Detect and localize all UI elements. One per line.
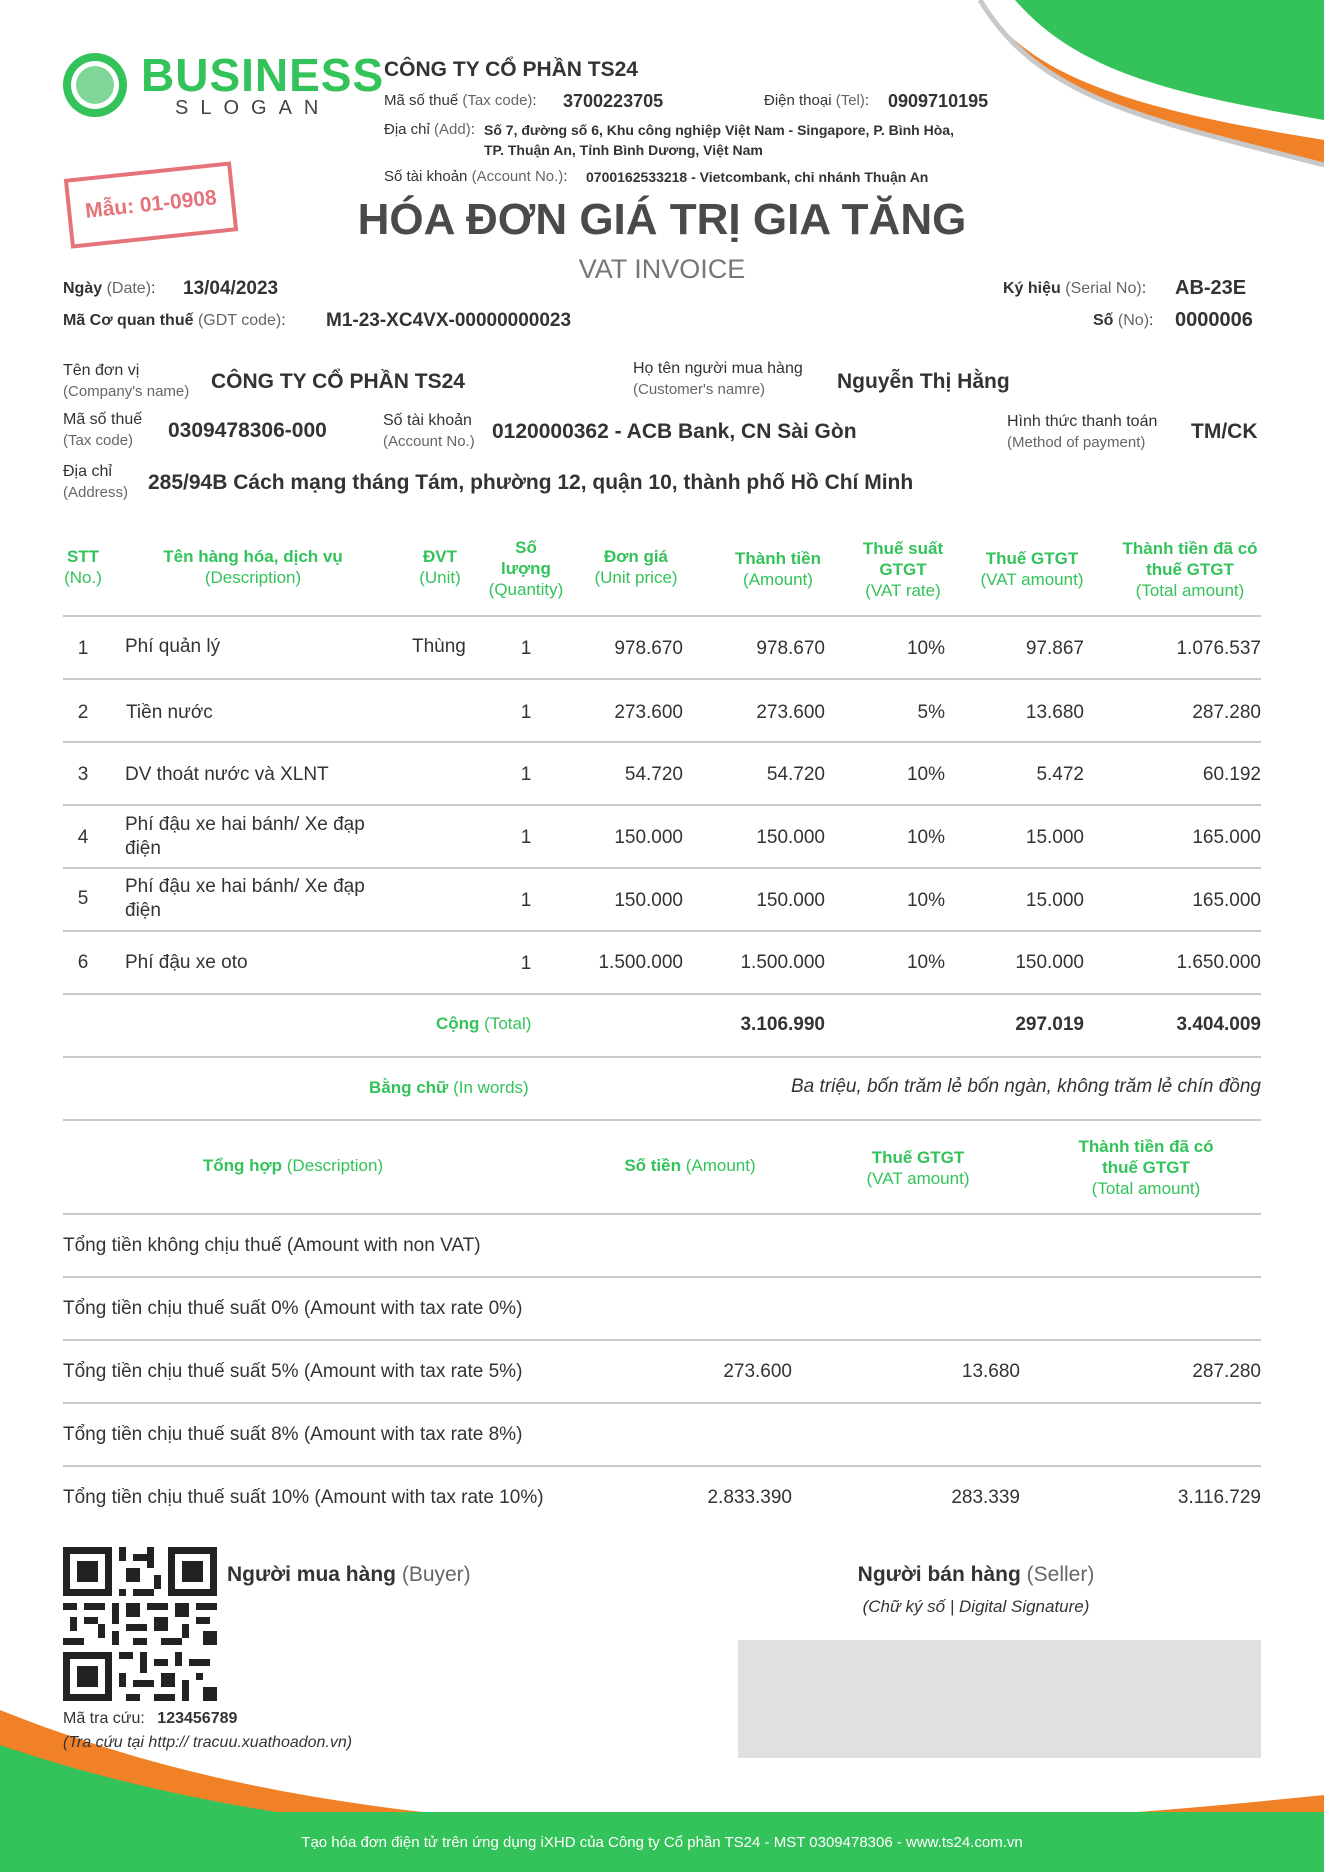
item-price: 54.720	[624, 764, 683, 785]
item-qty: 1	[520, 702, 532, 723]
buyer-acct-label: Số tài khoản	[383, 412, 472, 429]
item-vat: 150.000	[1015, 952, 1084, 973]
buyer-acct-label-block	[383, 410, 475, 452]
seller-sign-label-vi: Người bán hàng	[857, 1563, 1021, 1586]
header-wave-decoration	[960, 0, 1324, 170]
item-total: 60.192	[1202, 764, 1261, 785]
item-total: 165.000	[1192, 827, 1261, 848]
buyer-pay-label: Hình thức thanh toán	[1007, 413, 1158, 430]
th-rate-label1: Thuế suất	[862, 539, 944, 558]
sh-total-en: (Total amount)	[1091, 1179, 1201, 1198]
item-qty: 1	[520, 638, 532, 659]
buyer-tax-label: Mã số thuế	[63, 411, 143, 428]
th-amount-en: (Amount)	[743, 570, 813, 589]
seller-tax-label: Mã số thuế	[384, 92, 459, 109]
serial-label: Ký hiệu	[1003, 280, 1061, 297]
no-row: Số (No):	[1093, 312, 1154, 329]
th-vat-en: (VAT amount)	[980, 570, 1084, 589]
item-rate: 10%	[906, 890, 945, 911]
invoice-subtitle: VAT INVOICE	[578, 254, 746, 284]
seller-tel-label: Điện thoại	[764, 92, 832, 109]
item-total: 165.000	[1192, 890, 1261, 911]
no-label-en: (No)	[1117, 312, 1150, 329]
item-no: 2	[77, 702, 89, 723]
item-vat: 15.000	[1025, 827, 1084, 848]
sh-total	[1061, 1136, 1231, 1199]
sig-note-en: Digital Signature)	[959, 1597, 1090, 1616]
date-label: Ngày	[63, 280, 103, 297]
summary-vat: 283.339	[951, 1487, 1020, 1508]
item-unit: Thùng	[412, 636, 466, 657]
item-desc: Phí đậu xe oto	[125, 952, 248, 973]
sh-total-label2: thuế GTGT	[1102, 1158, 1190, 1177]
gdt-code: M1-23-XC4VX-00000000023	[326, 310, 572, 331]
item-total: 1.650.000	[1176, 952, 1261, 973]
in-words-label	[369, 1078, 529, 1098]
th-unit-label: ĐVT	[423, 547, 457, 566]
sh-total-label1: Thành tiền đã có	[1078, 1137, 1214, 1156]
logo-brand: BUSINESS	[141, 49, 385, 101]
item-no: 4	[77, 827, 89, 848]
th-vat	[962, 548, 1102, 590]
item-no: 1	[77, 638, 89, 659]
item-amount: 1.500.000	[740, 952, 825, 973]
buyer-customer-label-en: (Customer's namre)	[633, 381, 766, 398]
item-price: 1.500.000	[598, 952, 683, 973]
seller-tax-code: 3700223705	[563, 91, 664, 111]
form-stamp: Mẫu: 01-0908	[64, 161, 238, 248]
th-qty-label2: lượng	[501, 559, 551, 578]
sh-amount-en: (Amount)	[685, 1156, 756, 1175]
item-desc-line2: điện	[125, 900, 161, 921]
summary-label: Tổng tiền chịu thuế suất 10% (Amount with tax rate 10%)	[63, 1487, 544, 1508]
sh-desc-en: (Description)	[286, 1156, 384, 1175]
invoice-date: 13/04/2023	[183, 278, 279, 299]
sh-vat-label: Thuế GTGT	[871, 1148, 965, 1167]
buyer-customer-label: Họ tên người mua hàng	[633, 360, 803, 377]
totals-label-vi: Cộng	[436, 1014, 480, 1033]
item-price: 150.000	[614, 890, 683, 911]
item-amount: 54.720	[766, 764, 825, 785]
item-rate: 5%	[917, 702, 945, 723]
th-price-label: Đơn giá	[603, 547, 669, 566]
summary-label: Tổng tiền chịu thuế suất 5% (Amount with tax rate 5%)	[63, 1361, 523, 1382]
buyer-sign-label-vi: Người mua hàng	[227, 1563, 396, 1586]
buyer-company-label-block	[63, 360, 189, 402]
qr-code-icon[interactable]	[63, 1547, 217, 1701]
buyer-company-label: Tên đơn vị	[63, 362, 140, 379]
logo-icon	[63, 53, 127, 117]
th-total-label2: thuế GTGT	[1146, 560, 1234, 579]
lookup-row	[63, 1710, 237, 1728]
th-qty	[476, 537, 576, 600]
sig-note-vi: (Chữ ký số	[862, 1597, 946, 1616]
th-vat-label: Thuế GTGT	[985, 549, 1079, 568]
buyer-acct-label-en: (Account No.)	[383, 433, 475, 450]
item-total: 287.280	[1192, 702, 1261, 723]
item-amount: 150.000	[756, 827, 825, 848]
th-unit-en: (Unit)	[419, 568, 461, 587]
summary-label: Tổng tiền chịu thuế suất 0% (Amount with tax rate 0%)	[63, 1298, 523, 1319]
item-rate: 10%	[906, 827, 945, 848]
seller-addr-label-en: (Add)	[434, 121, 471, 138]
seller-acct-row: Số tài khoản (Account No.):	[384, 168, 568, 185]
seller-addr-line2: TP. Thuận An, Tỉnh Bình Dương, Việt Nam	[484, 142, 763, 158]
sh-desc	[163, 1156, 423, 1176]
item-desc-line1: Phí đậu xe hai bánh/ Xe đạp	[125, 814, 365, 835]
serial-row: Ký hiệu (Serial No):	[1003, 280, 1147, 297]
no-label: Số	[1093, 312, 1114, 329]
item-rate: 10%	[906, 764, 945, 785]
item-total: 1.076.537	[1176, 638, 1261, 659]
th-total	[1105, 538, 1275, 601]
th-rate-en: (VAT rate)	[865, 581, 941, 600]
item-amount: 978.670	[756, 638, 825, 659]
summary-label: Tổng tiền không chịu thuế (Amount with non VAT)	[63, 1235, 481, 1256]
seller-tel: 0909710195	[888, 91, 989, 111]
date-label-en: (Date)	[106, 280, 152, 297]
item-desc-line1: Phí đậu xe hai bánh/ Xe đạp	[125, 876, 365, 897]
item-amount: 273.600	[756, 702, 825, 723]
item-qty: 1	[520, 890, 532, 911]
seller-acct-label: Số tài khoản	[384, 168, 468, 185]
th-price-en: (Unit price)	[594, 568, 678, 587]
item-desc: Phí quản lý	[125, 636, 221, 657]
item-desc	[125, 875, 365, 923]
sh-vat	[848, 1147, 988, 1189]
th-desc-en: (Description)	[204, 568, 302, 587]
seller-acct-label-en: (Account No.)	[471, 168, 564, 185]
item-desc	[125, 813, 365, 861]
seller-tel-row: Điện thoại (Tel):	[764, 92, 870, 109]
in-words-label-vi: Bằng chữ	[369, 1078, 449, 1097]
item-price: 150.000	[614, 827, 683, 848]
serial-no: AB-23E	[1175, 277, 1247, 299]
digital-signature-note: (Chữ ký số | Digital Signature)	[862, 1597, 1090, 1616]
lookup-url-note[interactable]: (Tra cứu tại http:// tracuu.xuathoadon.vn)	[63, 1734, 353, 1751]
gdt-row: Mã Cơ quan thuế (GDT code):	[63, 312, 286, 329]
seller-tel-label-en: (Tel)	[835, 92, 865, 109]
invoice-no: 0000006	[1175, 309, 1253, 331]
totals-label	[436, 1014, 531, 1034]
buyer-customer: Nguyễn Thị Hằng	[837, 370, 1010, 393]
sh-amount	[590, 1156, 790, 1176]
item-vat: 5.472	[1036, 764, 1084, 785]
th-desc-label: Tên hàng hóa, dịch vụ	[163, 547, 343, 566]
lookup-code: 123456789	[157, 1710, 238, 1727]
th-desc	[133, 546, 373, 588]
buyer-addr-label-block	[63, 461, 128, 503]
item-price: 273.600	[614, 702, 683, 723]
buyer-tax-label-block	[63, 409, 142, 451]
item-desc: Tiền nước	[126, 702, 213, 723]
th-qty-en: (Quantity)	[488, 580, 564, 599]
th-no-en: (No.)	[64, 568, 102, 587]
invoice-title: HÓA ĐƠN GIÁ TRỊ GIA TĂNG	[357, 195, 967, 244]
buyer-addr-label-en: (Address)	[63, 484, 129, 501]
buyer-account: 0120000362 - ACB Bank, CN Sài Gòn	[492, 420, 857, 443]
item-no: 5	[77, 888, 89, 909]
buyer-payment: TM/CK	[1191, 420, 1258, 443]
item-desc: DV thoát nước và XLNT	[125, 764, 329, 785]
item-qty: 1	[520, 827, 532, 848]
gdt-label: Mã Cơ quan thuế	[63, 312, 194, 329]
seller-account: 0700162533218 - Vietcombank, chi nhánh Thuận An	[586, 169, 929, 185]
buyer-tax-code: 0309478306-000	[168, 419, 327, 442]
seller-tax-row: Mã số thuế (Tax code):	[384, 92, 537, 109]
item-qty: 1	[520, 953, 532, 974]
buyer-addr-label: Địa chỉ	[63, 463, 112, 480]
seller-name: CÔNG TY CỔ PHẦN TS24	[384, 58, 638, 81]
buyer-tax-label-en: (Tax code)	[63, 432, 134, 449]
buyer-address: 285/94B Cách mạng tháng Tám, phường 12, quận 10, thành phố Hồ Chí Minh	[148, 471, 914, 494]
seller-addr-line1: Số 7, đường số 6, Khu công nghiệp Việt Nam - Singapore, P. Bình Hòa,	[484, 122, 954, 138]
seller-signature-label	[826, 1563, 1126, 1587]
th-no-label: STT	[66, 547, 100, 566]
totals-amount: 3.106.990	[740, 1014, 825, 1035]
buyer-customer-label-block	[633, 358, 803, 400]
th-rate	[843, 538, 963, 601]
lookup-label: Mã tra cứu:	[63, 1710, 145, 1727]
th-rate-label2: GTGT	[879, 560, 927, 579]
sh-amount-label: Số tiền	[624, 1156, 681, 1175]
serial-label-en: (Serial No)	[1065, 280, 1142, 297]
item-no: 3	[77, 764, 89, 785]
th-qty-label1: Số	[515, 538, 537, 557]
in-words-text: Ba triệu, bốn trăm lẻ bốn ngàn, không trăm lẻ chín đồng	[790, 1076, 1261, 1097]
th-total-en: (Total amount)	[1135, 581, 1245, 600]
item-vat: 15.000	[1025, 890, 1084, 911]
signature-box[interactable]	[738, 1640, 1261, 1758]
summary-total: 287.280	[1192, 1361, 1261, 1382]
buyer-pay-label-block	[1007, 411, 1157, 453]
item-amount: 150.000	[756, 890, 825, 911]
buyer-sign-label-en: (Buyer)	[401, 1563, 471, 1586]
th-price	[576, 546, 696, 588]
date-row: Ngày (Date):	[63, 280, 156, 297]
totals-vat: 297.019	[1015, 1014, 1084, 1035]
th-amount-label: Thành tiền	[735, 549, 821, 568]
seller-sign-label-en: (Seller)	[1026, 1563, 1095, 1586]
th-no	[53, 546, 113, 588]
item-price: 978.670	[614, 638, 683, 659]
totals-label-en: (Total)	[484, 1014, 532, 1033]
logo-slogan: SLOGAN	[175, 97, 331, 119]
sh-desc-label: Tổng hợp	[202, 1156, 283, 1175]
item-rate: 10%	[906, 638, 945, 659]
item-vat: 13.680	[1025, 702, 1084, 723]
buyer-signature-label	[227, 1563, 471, 1587]
totals-total: 3.404.009	[1176, 1014, 1261, 1035]
footer-text: Tạo hóa đơn điện tử trên ứng dụng iXHD của Công ty Cổ phần TS24 - MST 0309478306 - www.ts24.com.vn	[0, 1812, 1324, 1872]
th-unit	[400, 546, 480, 588]
buyer-pay-label-en: (Method of payment)	[1007, 434, 1146, 451]
summary-amount: 2.833.390	[707, 1487, 792, 1508]
seller-tax-label-en: (Tax code)	[462, 92, 533, 109]
seller-addr-row: Địa chỉ (Add):	[384, 121, 475, 138]
gdt-label-en: (GDT code)	[197, 312, 282, 329]
item-desc-line2: điện	[125, 838, 161, 859]
item-rate: 10%	[906, 952, 945, 973]
item-vat: 97.867	[1025, 638, 1084, 659]
item-qty: 1	[520, 764, 532, 785]
item-no: 6	[77, 952, 89, 973]
summary-amount: 273.600	[723, 1361, 792, 1382]
buyer-company: CÔNG TY CỔ PHẦN TS24	[211, 370, 465, 393]
th-amount	[718, 548, 838, 590]
seller-addr-label: Địa chỉ	[384, 121, 430, 138]
summary-total: 3.116.729	[1177, 1487, 1261, 1508]
summary-vat: 13.680	[961, 1361, 1020, 1382]
buyer-company-label-en: (Company's name)	[63, 383, 190, 400]
in-words-label-en: (In words)	[453, 1078, 529, 1097]
summary-label: Tổng tiền chịu thuế suất 8% (Amount with tax rate 8%)	[63, 1424, 523, 1445]
th-total-label1: Thành tiền đã có	[1122, 539, 1258, 558]
sh-vat-en: (VAT amount)	[866, 1169, 970, 1188]
